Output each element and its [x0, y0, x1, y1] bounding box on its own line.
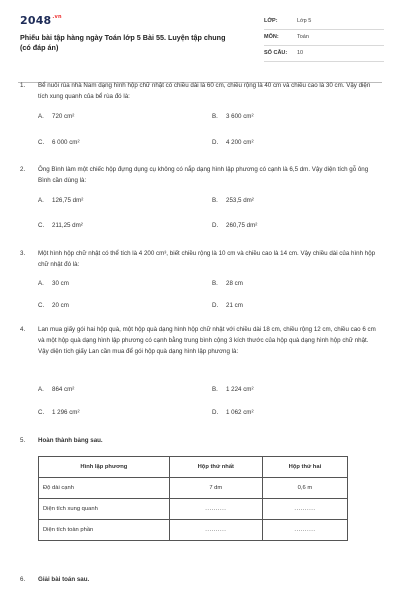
- table-cell: 0,6 m: [262, 478, 347, 499]
- answer-blank[interactable]: ..........: [262, 520, 347, 541]
- question-text: Hoàn thành bảng sau.: [38, 437, 103, 444]
- option-a[interactable]: A. 720 cm²: [38, 113, 75, 120]
- table-cell: Diện tích toàn phần: [39, 520, 170, 541]
- question-text: Bể nuôi rùa nhà Nam dạng hình hộp chữ nhật có chiều dài là 60 cm, chiều rộng là 40 cm và chiều cao là 30 cm. Vậy diện tích xung quanh của bể rùa đó là:: [38, 82, 371, 100]
- question-5: [20, 435, 380, 447]
- option-d[interactable]: D. 1 062 cm²: [212, 409, 254, 416]
- table-cell: Diện tích xung quanh: [39, 499, 170, 520]
- table-cell: 7 dm: [169, 478, 262, 499]
- option-b[interactable]: B. 3 600 cm²: [212, 113, 254, 120]
- option-c[interactable]: C. 1 296 cm²: [38, 409, 80, 416]
- answer-blank[interactable]: ..........: [169, 499, 262, 520]
- question-text: Lan mua giấy gói hai hộp quà, một hộp quà dạng hình hộp chữ nhật với chiều dài 18 cm, chiều rộng 12 cm, chiều cao 6 cm và một hộp quà dạng hình lập phương có cạnh bằng trung bình cộng 3 kích thước của hộp quà dạng hình hộp chữ nhật. Vậy diện tích giấy Lan cần mua để gói hộp quà dạng hình lập phương là:: [38, 326, 376, 355]
- question-number: 5.: [20, 437, 26, 444]
- table-header-row: [39, 457, 348, 478]
- meta-row-subject: [264, 30, 384, 46]
- meta-key: LỚP:: [264, 18, 278, 24]
- option-c[interactable]: C. 6 000 cm²: [38, 139, 80, 146]
- question-4: [20, 324, 380, 372]
- answer-table: [38, 456, 348, 541]
- question-3: [20, 248, 380, 272]
- question-number: 1.: [20, 82, 26, 89]
- option-b[interactable]: B. 1 224 cm²: [212, 386, 254, 393]
- question-number: 6.: [20, 576, 26, 583]
- option-c[interactable]: C. 211,25 dm²: [38, 222, 83, 229]
- question-text: Ông Bình làm một chiếc hộp đựng dụng cụ không có nắp dạng hình lập phương có cạnh là 6,5 dm. Vậy diện tích gỗ ông Bình cần dùng là:: [38, 166, 369, 184]
- option-b[interactable]: B. 253,5 dm²: [212, 197, 254, 204]
- table-row: [39, 499, 348, 520]
- table-row: [39, 478, 348, 499]
- question-2: [20, 164, 380, 188]
- option-d[interactable]: D. 260,75 dm²: [212, 222, 258, 229]
- meta-row-count: [264, 46, 384, 62]
- meta-key: SỐ CÂU:: [264, 50, 288, 56]
- table-row: [39, 520, 348, 541]
- meta-value: Lớp 5: [297, 18, 312, 24]
- option-a[interactable]: A. 30 cm: [38, 280, 69, 287]
- meta-row-class: [264, 14, 384, 30]
- option-a[interactable]: A. 126,75 dm²: [38, 197, 84, 204]
- question-number: 3.: [20, 250, 26, 257]
- question-6: [20, 574, 380, 586]
- meta-key: MÔN:: [264, 34, 279, 40]
- option-d[interactable]: D. 4 200 cm²: [212, 139, 254, 146]
- answer-blank[interactable]: ..........: [262, 499, 347, 520]
- question-number: 4.: [20, 326, 26, 333]
- option-a[interactable]: A. 864 cm²: [38, 386, 75, 393]
- question-1: [20, 80, 380, 104]
- question-number: 2.: [20, 166, 26, 173]
- meta-value: Toán: [297, 34, 309, 40]
- table-header: Hình lập phương: [39, 457, 170, 478]
- option-c[interactable]: C. 20 cm: [38, 302, 69, 309]
- table-header: Hộp thứ nhất: [169, 457, 262, 478]
- option-d[interactable]: D. 21 cm: [212, 302, 243, 309]
- meta-info: [264, 14, 384, 62]
- answer-blank[interactable]: ..........: [169, 520, 262, 541]
- option-b[interactable]: B. 28 cm: [212, 280, 243, 287]
- question-text: Một hình hộp chữ nhật có thể tích là 4 200 cm³, biết chiều rộng là 10 cm và chiều cao là 14 cm. Vậy chiều dài của hình hộp chữ nhật đó là:: [38, 250, 376, 268]
- meta-value: 10: [297, 50, 304, 56]
- table-header: Hộp thứ hai: [262, 457, 347, 478]
- page-title: Phiếu bài tập hàng ngày Toán lớp 5 Bài 55. Luyện tập chung (có đáp án): [20, 33, 226, 52]
- site-logo[interactable]: $2048^{.vn}$: [20, 14, 62, 27]
- header: [14, 12, 386, 72]
- table-cell: Độ dài cạnh: [39, 478, 170, 499]
- question-text: Giải bài toán sau.: [38, 576, 90, 583]
